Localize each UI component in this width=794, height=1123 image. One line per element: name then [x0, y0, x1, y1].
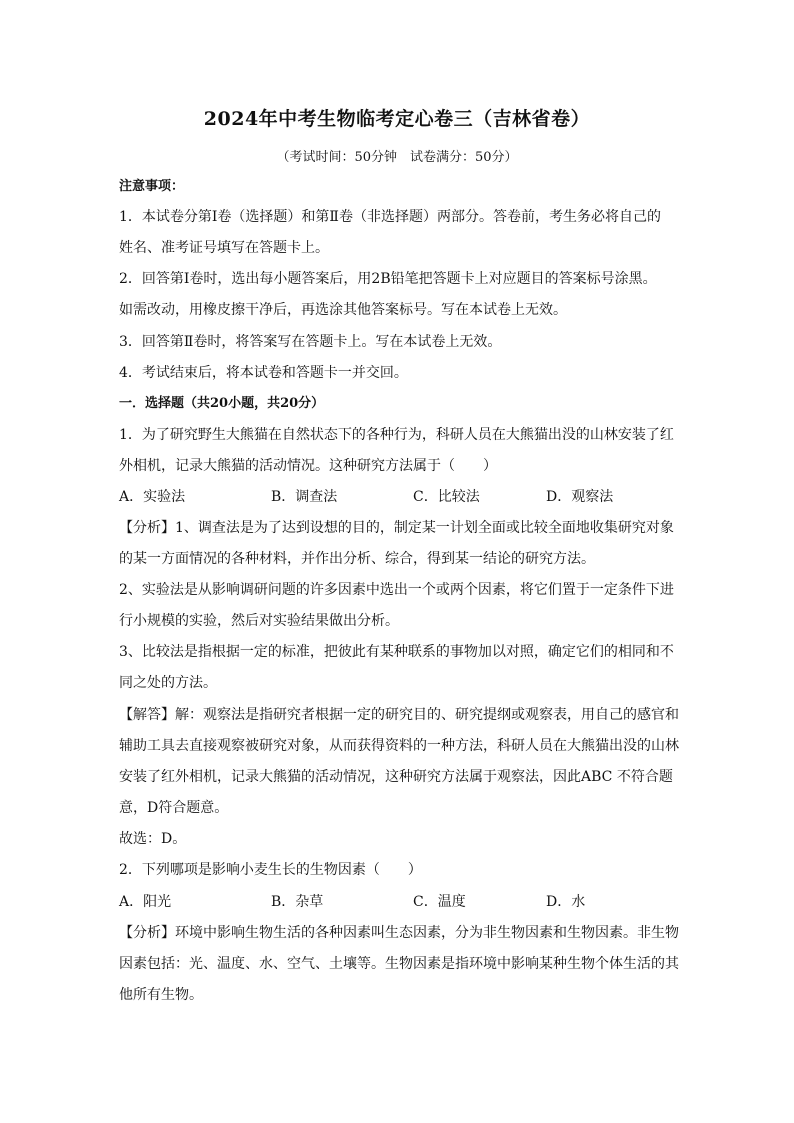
answer-line: 【解答】解：观察法是指研究者根据一定的研究目的、研究提纲或观察表，用自己的感官和 — [119, 707, 679, 723]
answer-line: 安装了红外相机，记录大熊猫的活动情况，这种研究方法属于观察法，因此ABC 不符合题 — [119, 769, 673, 785]
analysis-line: 【分析】环境中影响生物生活的各种因素叫生态因素，分为非生物因素和生物因素。非生物 — [119, 925, 679, 941]
analysis-line: 同之处的方法。 — [119, 675, 217, 691]
analysis-line: 2、实验法是从影响调研问题的许多因素中选出一个或两个因素，将它们置于一定条件下进 — [119, 582, 674, 598]
notice-line: 如需改动，用橡皮擦干净后，再选涂其他答案标号。写在本试卷上无效。 — [119, 302, 567, 318]
option-a: A．实验法 — [119, 489, 186, 505]
option-a: A．阳光 — [119, 894, 172, 910]
notice-line: 4．考试结束后，将本试卷和答题卡一并交回。 — [119, 365, 408, 381]
section-heading: 一．选择题（共20小题，共20分） — [119, 396, 325, 411]
option-c: C．比较法 — [413, 489, 480, 505]
answer-choice: 故选：D。 — [119, 831, 187, 847]
notice-heading: 注意事项： — [119, 179, 185, 194]
option-d: D．观察法 — [546, 489, 614, 505]
notice-line: 姓名、准考证号填写在答题卡上。 — [119, 240, 329, 256]
exam-info: （考试时间：50分钟 试卷满分：50分） — [276, 150, 518, 165]
option-b: B．杂草 — [271, 894, 324, 910]
notice-line: 1．本试卷分第Ⅰ卷（选择题）和第Ⅱ卷（非选择题）两部分。答卷前，考生务必将自己的 — [119, 209, 661, 225]
analysis-line: 因素包括：光、温度、水、空气、土壤等。生物因素是指环境中影响某种生物个体生活的其 — [119, 956, 679, 972]
analysis-line: 【分析】1、调查法是为了达到设想的目的，制定某一计划全面或比较全面地收集研究对象 — [119, 520, 674, 536]
option-c: C．温度 — [413, 894, 466, 910]
analysis-line: 行小规模的实验，然后对实验结果做出分析。 — [119, 613, 399, 629]
question-stem: 2．下列哪项是影响小麦生长的生物因素（ ） — [119, 862, 422, 878]
question-stem: 外相机，记录大熊猫的活动情况。这种研究方法属于（ ） — [119, 458, 497, 474]
question-stem: 1．为了研究野生大熊猫在自然状态下的各种行为，科研人员在大熊猫出没的山林安装了红 — [119, 427, 674, 443]
answer-line: 意，D符合题意。 — [119, 800, 229, 816]
analysis-line: 的某一方面情况的各种材料，并作出分析、综合，得到某一结论的研究方法。 — [119, 551, 595, 567]
option-b: B．调查法 — [271, 489, 338, 505]
notice-line: 2．回答第Ⅰ卷时，选出每小题答案后，用2B铅笔把答题卡上对应题目的答案标号涂黑。 — [119, 271, 657, 287]
analysis-line: 3、比较法是指根据一定的标准，把彼此有某种联系的事物加以对照，确定它们的相同和不 — [119, 644, 674, 660]
option-d: D．水 — [546, 894, 586, 910]
answer-line: 辅助工具去直接观察被研究对象，从而获得资料的一种方法，科研人员在大熊猫出没的山林 — [119, 738, 679, 754]
notice-line: 3．回答第Ⅱ卷时，将答案写在答题卡上。写在本试卷上无效。 — [119, 334, 502, 350]
analysis-line: 他所有生物。 — [119, 987, 203, 1003]
page-title: 2024年中考生物临考定心卷三（吉林省卷） — [203, 108, 591, 130]
